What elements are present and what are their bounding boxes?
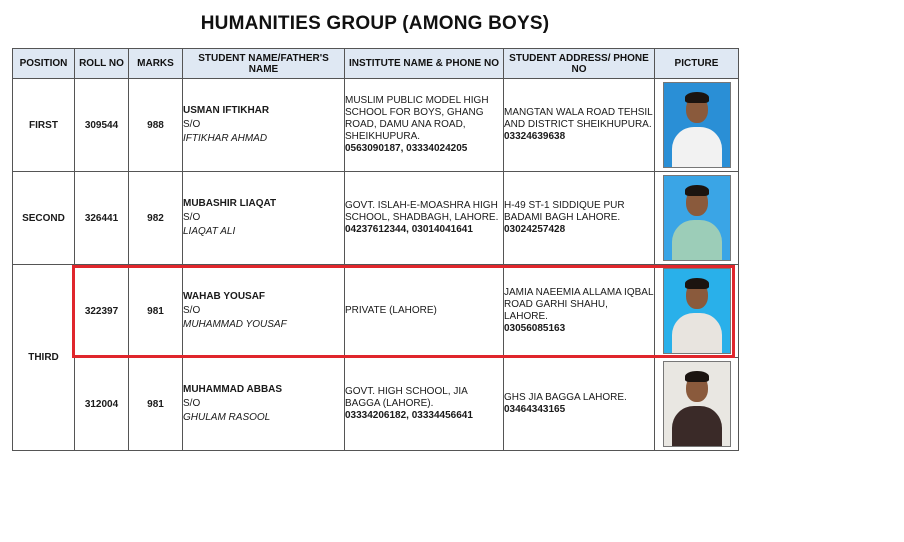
table-row xyxy=(13,358,739,451)
page-title: HUMANITIES GROUP (AMONG BOYS) xyxy=(200,13,550,34)
institute-cell xyxy=(345,265,504,358)
institute-phone: 04237612344, 03014041641 xyxy=(345,224,473,235)
institute-name: GOVT. ISLAH-E-MOASHRA HIGH SCHOOL, SHADBAGH, LAHORE. xyxy=(345,200,499,223)
header-institute: INSTITUTE NAME & PHONE NO xyxy=(345,49,504,79)
header-row xyxy=(13,49,739,79)
institute-name: PRIVATE (LAHORE) xyxy=(345,305,437,316)
picture-cell xyxy=(655,265,739,358)
marks-cell: 981 xyxy=(129,265,183,358)
address-cell xyxy=(504,358,655,451)
address-cell xyxy=(504,265,655,358)
institute-cell xyxy=(345,358,504,451)
address-cell xyxy=(504,172,655,265)
father-name: IFTIKHAR AHMAD xyxy=(183,133,268,144)
student-name-cell xyxy=(183,265,345,358)
student-address: H-49 ST-1 SIDDIQUE PUR BADAMI BAGH LAHORE. xyxy=(504,200,625,223)
student-phone: 03464343165 xyxy=(504,404,566,415)
student-phone: 03324639638 xyxy=(504,131,566,142)
son-of-label: S/O xyxy=(183,119,201,130)
student-name-cell xyxy=(183,172,345,265)
position-cell: FIRST xyxy=(13,79,75,172)
header-roll-no: ROLL NO xyxy=(75,49,129,79)
student-name-cell xyxy=(183,79,345,172)
header-picture: PICTURE xyxy=(655,49,739,79)
student-phone: 03024257428 xyxy=(504,224,566,235)
son-of-label: S/O xyxy=(183,305,201,316)
student-photo xyxy=(663,361,731,447)
son-of-label: S/O xyxy=(183,212,201,223)
marks-cell: 982 xyxy=(129,172,183,265)
son-of-label: S/O xyxy=(183,398,201,409)
institute-phone: 0563090187, 03334024205 xyxy=(345,143,468,154)
institute-cell xyxy=(345,172,504,265)
student-phone: 03056085163 xyxy=(504,323,566,334)
roll-no-cell: 322397 xyxy=(75,265,129,358)
institute-name: GOVT. HIGH SCHOOL, JIA BAGGA (LAHORE). xyxy=(345,386,468,409)
student-name: USMAN IFTIKHAR xyxy=(183,105,270,116)
student-address: MANGTAN WALA ROAD TEHSIL AND DISTRICT SHEIKHUPURA. xyxy=(504,107,653,130)
student-photo xyxy=(663,175,731,261)
student-name: WAHAB YOUSAF xyxy=(183,291,266,302)
address-cell xyxy=(504,79,655,172)
roll-no-cell: 309544 xyxy=(75,79,129,172)
table-row xyxy=(13,172,739,265)
picture-cell xyxy=(655,358,739,451)
institute-cell xyxy=(345,79,504,172)
institute-name: MUSLIM PUBLIC MODEL HIGH SCHOOL FOR BOYS, GHANG ROAD, DAMU ANA ROAD, SHEIKHUPURA. xyxy=(345,95,489,142)
student-name: MUHAMMAD ABBAS xyxy=(183,384,283,395)
table-row xyxy=(13,79,739,172)
position-cell-third: THIRD xyxy=(13,265,75,451)
picture-cell xyxy=(655,172,739,265)
father-name: LIAQAT ALI xyxy=(183,226,236,237)
picture-cell xyxy=(655,79,739,172)
father-name: MUHAMMAD YOUSAF xyxy=(183,319,287,330)
student-photo xyxy=(663,82,731,168)
position-cell: SECOND xyxy=(13,172,75,265)
student-address: JAMIA NAEEMIA ALLAMA IQBAL ROAD GARHI SHAHU, LAHORE. xyxy=(504,287,654,322)
roll-no-cell: 312004 xyxy=(75,358,129,451)
marks-cell: 988 xyxy=(129,79,183,172)
institute-phone: 03334206182, 03334456641 xyxy=(345,410,473,421)
header-marks: MARKS xyxy=(129,49,183,79)
header-address: STUDENT ADDRESS/ PHONE NO xyxy=(504,49,655,79)
student-name: MUBASHIR LIAQAT xyxy=(183,198,277,209)
father-name: GHULAM RASOOL xyxy=(183,412,271,423)
header-position: POSITION xyxy=(13,49,75,79)
student-photo xyxy=(663,268,731,354)
roll-no-cell: 326441 xyxy=(75,172,129,265)
results-table xyxy=(12,48,739,451)
student-address: GHS JIA BAGGA LAHORE. xyxy=(504,392,627,403)
marks-cell: 981 xyxy=(129,358,183,451)
table-row xyxy=(13,265,739,358)
header-student-name: STUDENT NAME/FATHER'S NAME xyxy=(183,49,345,79)
student-name-cell xyxy=(183,358,345,451)
